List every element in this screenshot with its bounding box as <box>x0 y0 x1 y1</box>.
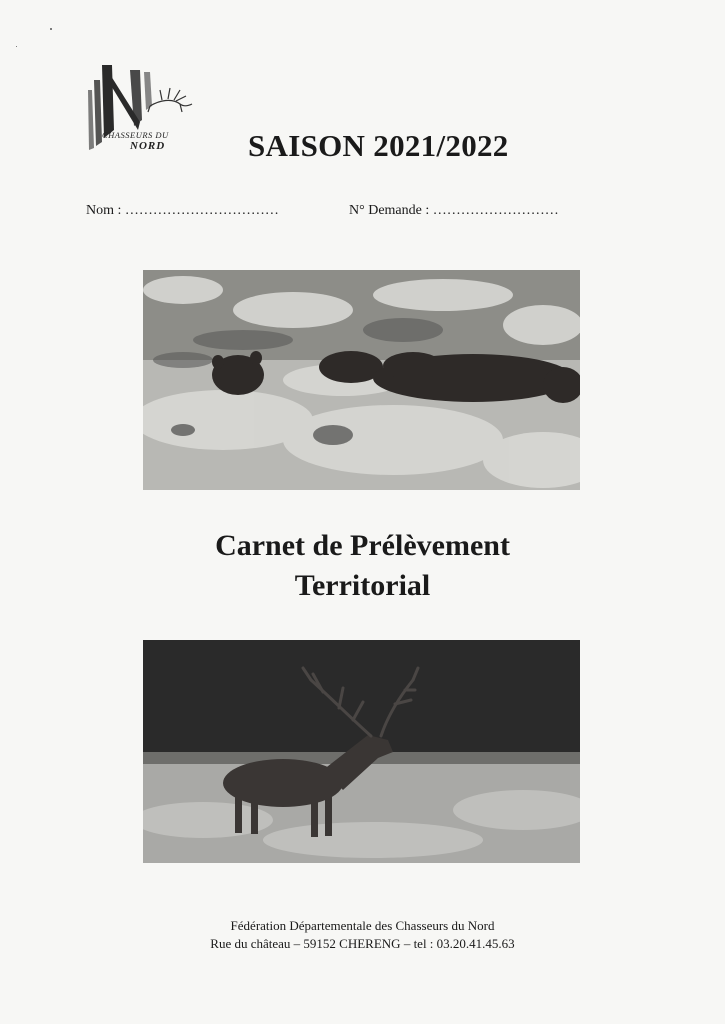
scan-speck <box>16 46 17 47</box>
name-field[interactable]: Nom : …………………………… <box>86 203 279 218</box>
red-deer-stag-photo <box>143 640 580 863</box>
request-number-field[interactable]: N° Demande : ……………………… <box>349 203 559 218</box>
wild-boars-photo <box>143 270 580 490</box>
scan-speck <box>50 28 52 30</box>
season-title: SAISON 2021/2022 <box>248 128 509 163</box>
logo-text-line1: CHASSEURS DU <box>102 130 169 140</box>
federation-name: Fédération Départementale des Chasseurs du Nord <box>230 918 495 933</box>
federation-address: Rue du château – 59152 CHERENG – tel : 03.20.41.45.63 <box>210 936 515 951</box>
logo-text-line2: NORD <box>130 140 166 152</box>
booklet-title-line1: Carnet de Prélèvement <box>215 529 510 562</box>
booklet-title-line2: Territorial <box>294 569 431 602</box>
